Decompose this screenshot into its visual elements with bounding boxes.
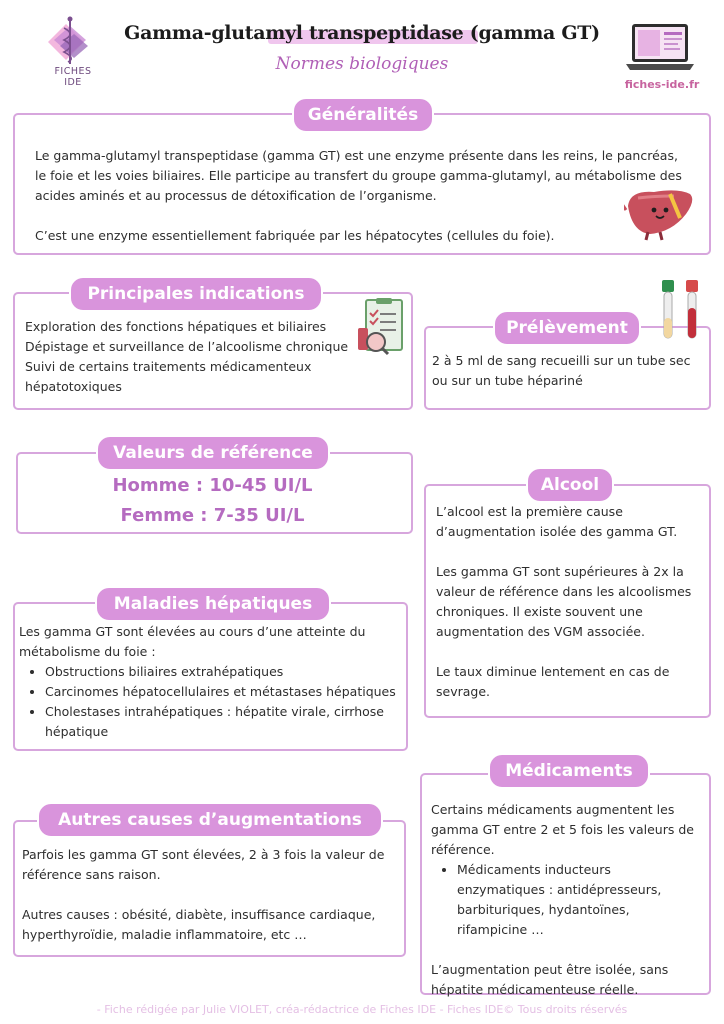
maladies-intro: Les gamma GT sont élevées au cours d’une atteinte du métabolisme du foie : (19, 624, 366, 659)
autres-text (22, 845, 392, 945)
laptop-icon (626, 22, 694, 72)
logo-text (48, 66, 98, 88)
autres-paragraph-2: Autres causes : obésité, diabète, insuffisance cardiaque, hyperthyroïdie, maladie inflammatoire, etc … (22, 907, 376, 942)
medicaments-outro: L’augmentation peut être isolée, sans hépatite médicamenteuse réelle. (431, 962, 669, 997)
medicaments-list (431, 860, 699, 940)
list-item: • Cholestases intrahépatiques : hépatite virale, cirrhose hépatique (45, 702, 399, 742)
page-title: Gamma-glutamyl transpeptidase (gamma GT) (124, 22, 600, 44)
footer-copyright: - Fiche rédigée par Julie VIOLET, créa-rédactrice de Fiches IDE - Fiches IDE© Tous droits réservés (96, 1003, 628, 1016)
prelevement-text: 2 à 5 ml de sang recueilli sur un tube sec ou sur un tube hépariné (432, 353, 691, 388)
maladies-list (19, 662, 399, 742)
maladies-text (19, 622, 399, 742)
list-item: • Médicaments inducteurs enzymatiques : antidépresseurs, barbituriques, hydantoïnes, rifampicine … (457, 860, 699, 940)
autres-heading: Autres causes d’augmentations (37, 802, 383, 838)
reference-femme: Femme : 7-35 UI/L (120, 505, 305, 526)
medicaments-intro: Certains médicaments augmentent les gamma GT entre 2 et 5 fois les valeurs de référence. (431, 802, 694, 857)
autres-paragraph-1: Parfois les gamma GT sont élevées, 2 à 3 fois la valeur de référence sans raison. (22, 847, 385, 882)
liver-icon (624, 184, 698, 246)
generalites-text (35, 146, 690, 246)
alcool-text (436, 502, 692, 702)
indications-text (25, 317, 365, 397)
generalites-heading: Généralités (292, 97, 434, 133)
generalites-paragraph-2: C’est une enzyme essentiellement fabriquée par les hépatocytes (cellules du foie). (35, 228, 555, 243)
indications-heading: Principales indications (69, 276, 323, 312)
maladies-heading: Maladies hépatiques (95, 586, 331, 622)
alcool-paragraph-1: L’alcool est la première cause d’augmentation isolée des gamma GT. (436, 504, 678, 539)
site-link[interactable]: fiches-ide.fr (624, 78, 700, 91)
indications-line: Exploration des fonctions hépatiques et biliaires (25, 319, 327, 334)
page-subtitle: Normes biologiques (275, 54, 449, 74)
alcool-heading: Alcool (526, 467, 614, 503)
list-item: • Carcinomes hépatocellulaires et métastases hépatiques (45, 682, 399, 702)
alcool-paragraph-3: Le taux diminue lentement en cas de sevrage. (436, 664, 670, 699)
list-item: • Obstructions biliaires extrahépatiques (45, 662, 399, 682)
medicaments-text (431, 800, 699, 1000)
blood-tubes-icon (656, 280, 706, 348)
caduceus-icon (40, 14, 102, 74)
alcool-paragraph-2: Les gamma GT sont supérieures à 2x la valeur de référence dans les alcoolismes chroniques. Il existe souvent une augmentation des VGM associée. (436, 564, 692, 639)
valeurs-heading: Valeurs de référence (96, 435, 330, 471)
logo-text-line1: FICHES (54, 66, 92, 77)
generalites-paragraph-1: Le gamma-glutamyl transpeptidase (gamma GT) est une enzyme présente dans les reins, le pancréas, le foie et les voies biliaires. Elle participe au transfert du groupe gamma-glutamyl, au métabolisme des acides aminés et au processus de détoxification de l’organisme. (35, 148, 682, 203)
lab-report-icon (356, 298, 406, 360)
medicaments-heading: Médicaments (488, 753, 650, 789)
prelevement-heading: Prélèvement (493, 310, 641, 346)
logo-text-line2: IDE (64, 77, 82, 88)
reference-homme: Homme : 10-45 UI/L (112, 475, 313, 496)
indications-line: Suivi de certains traitements médicamenteux hépatotoxiques (25, 359, 312, 394)
indications-line: Dépistage et surveillance de l’alcoolisme chronique (25, 339, 349, 354)
